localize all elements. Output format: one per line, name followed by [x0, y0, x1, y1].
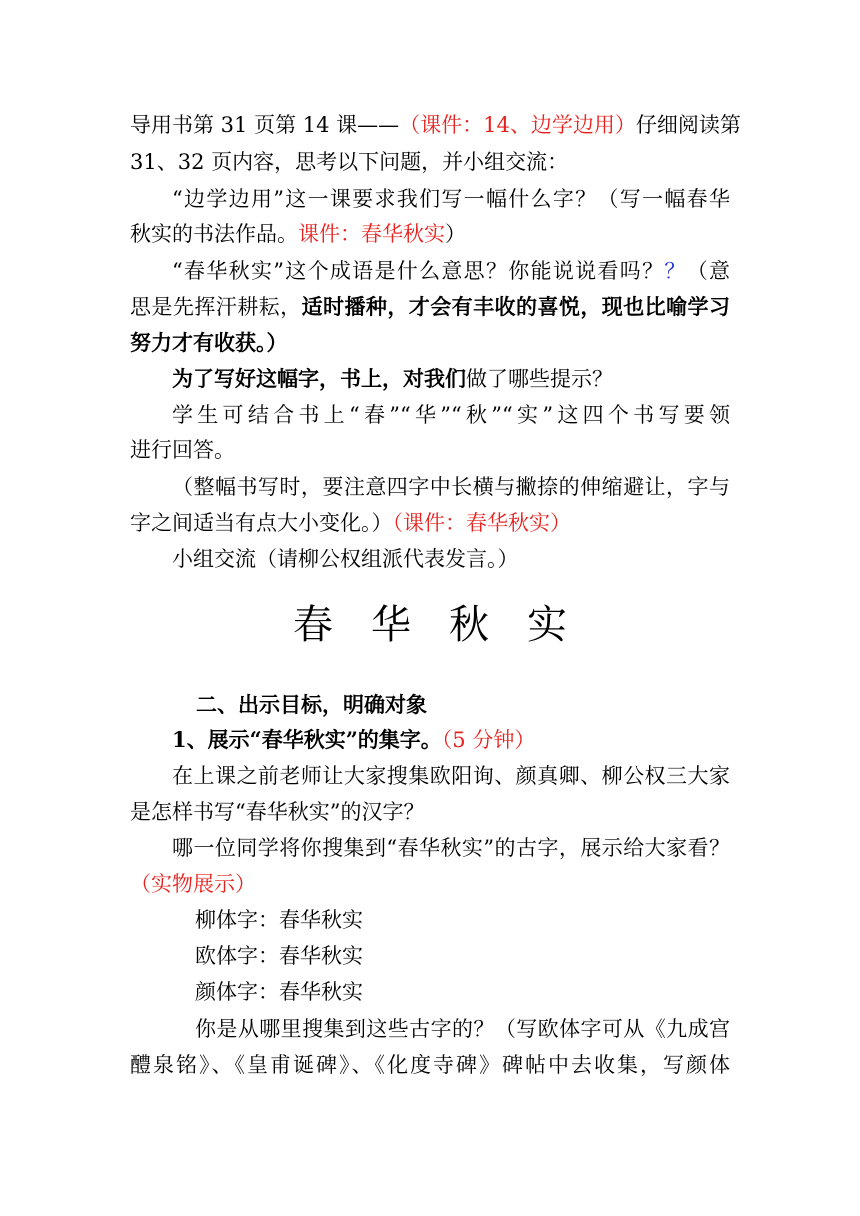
- section2-para2-line1: 哪一位同学将你搜集到“春华秋实”的古字，展示给大家看？: [172, 836, 730, 860]
- courseware-note: （课件：春华秋实）: [392, 511, 571, 535]
- courseware-note: （课件：14、边学边用）: [399, 113, 636, 137]
- liu-style: 柳体字：春华秋实: [195, 908, 363, 932]
- courseware-note: 课件：春华秋实: [298, 222, 445, 246]
- yan-style: 颜体字：春华秋实: [195, 980, 363, 1004]
- para1-line1: [130, 110, 741, 140]
- question-mark: ？: [664, 259, 687, 283]
- para2-line1: “边学边用”这一课要求我们写一幅什么字？（写一幅春华: [172, 187, 730, 211]
- ou-style: 欧体字：春华秋实: [195, 944, 363, 968]
- section2-para1-line1: 在上课之前老师让大家搜集欧阳询、颜真卿、柳公权三大家: [172, 764, 730, 788]
- para4: 为了写好这幅字，书上，对我们做了哪些提示？: [172, 367, 613, 391]
- para3-line2: 思是先挥汗耕耘，适时播种，才会有丰收的喜悦，现也比喻学习: [130, 295, 731, 319]
- item1: 1、展示“春华秋实”的集字。（5 分钟）: [172, 727, 536, 752]
- section2-para2-line2: （实物展示）: [130, 872, 256, 896]
- section2-para3-line2: 醴泉铭》、《皇甫诞碑》、《化度寺碑》碑帖中去收集，写颜体: [130, 1053, 730, 1077]
- para3-line1: “春华秋实”这个成语是什么意思？你能说说看吗？？（意: [172, 259, 731, 283]
- lesson-reference: 导用书第 31 页第 14 课——: [130, 113, 400, 137]
- section-heading: 二、出示目标，明确对象: [196, 693, 427, 717]
- time-note: （5 分钟）: [441, 728, 536, 752]
- para6-line1: （整幅书写时，要注意四字中长横与撇捺的伸缩避让，字与: [172, 475, 730, 499]
- calligraphy-title: 春华秋实: [293, 602, 605, 648]
- section2-para3-line1: 你是从哪里搜集到这些古字的？（写欧体字可从《九成宫: [195, 1017, 730, 1041]
- para6-line2: 字之间适当有点大小变化。）（课件：春华秋实）: [130, 511, 571, 535]
- para5-line2: 进行回答。: [130, 438, 235, 462]
- para1-line2: 31、32 页内容，思考以下问题，并小组交流：: [130, 150, 569, 174]
- section2-para1-line2: 是怎样书写“春华秋实”的汉字？: [130, 800, 425, 824]
- para5-line1: 学生可结合书上“春”“华”“秋”“实”这四个书写要领: [172, 403, 730, 427]
- para7: 小组交流（请柳公权组派代表发言。）: [172, 547, 519, 571]
- para2-line2: 秋实的书法作品。课件：春华秋实）: [130, 222, 466, 246]
- para3-line3: 努力才有收获。）: [130, 331, 288, 355]
- read-instruction: 仔细阅读第: [635, 113, 741, 137]
